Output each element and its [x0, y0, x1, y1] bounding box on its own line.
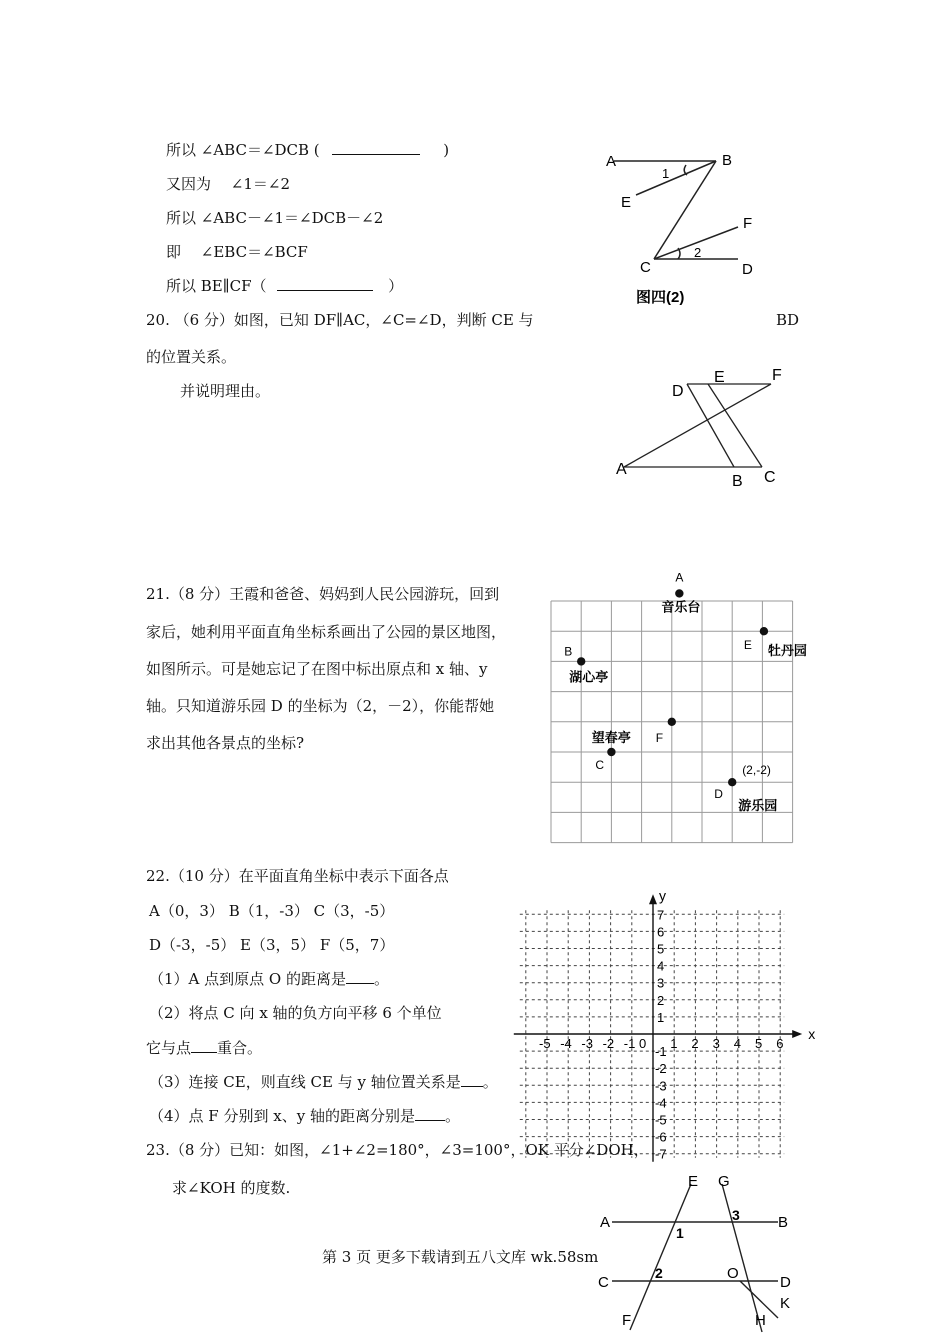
answer-blank[interactable]	[415, 1106, 445, 1121]
q22-line1: 22.（10 分）在平面直角坐标中表示下面各点	[146, 867, 449, 885]
x-tick-label: -3	[581, 1036, 593, 1051]
point-label: C	[598, 1274, 609, 1291]
point-label: K	[780, 1295, 791, 1312]
y-tick-label: 4	[657, 958, 665, 974]
origin-label: 0	[639, 1036, 647, 1051]
y-tick-label: 5	[657, 941, 665, 957]
spot-letter: B	[564, 644, 573, 659]
q19-figure	[598, 140, 768, 310]
spot-letter: A	[675, 570, 684, 585]
q22-line6: 它与点 重合。	[146, 1039, 263, 1057]
point-label: F	[743, 215, 753, 232]
y-tick-label: 3	[657, 975, 665, 991]
q22-line2: A（0，3） B（1，-3） C（3，-5）	[149, 902, 395, 920]
x-tick-label: 6	[776, 1036, 784, 1051]
point-label: C	[640, 259, 651, 276]
q21-line4: 轴。只知道游乐园 D 的坐标为（2，－2），你能帮她	[146, 697, 495, 715]
x-tick-label: 3	[712, 1036, 720, 1051]
point-label: D	[780, 1274, 791, 1291]
q21-line2: 家后，她利用平面直角坐标系画出了公园的景区地图，	[146, 623, 507, 641]
y-tick-label: -2	[655, 1061, 667, 1077]
q23-line2: 求∠KOH 的度数.	[172, 1179, 291, 1197]
q19-line1: 所以 ∠ABC＝∠DCB ( )	[166, 141, 450, 159]
y-tick-label: -6	[655, 1129, 667, 1145]
q22-line3: D（-3，-5） E（3，5） F（5，7）	[149, 936, 395, 954]
spot-marker	[760, 627, 768, 635]
spot-letter: C	[595, 758, 605, 772]
q19-line4: 即 ∠EBC＝∠BCF	[166, 243, 308, 261]
q20-line1-tail: BD	[776, 311, 800, 329]
point-label: B	[778, 1214, 789, 1231]
point-label: D	[672, 383, 684, 400]
point-label: F	[622, 1312, 632, 1329]
point-label: B	[722, 152, 733, 169]
coordinate-grid	[512, 887, 816, 1174]
q20-line3: 并说明理由。	[180, 382, 271, 400]
spot-marker	[607, 748, 615, 756]
y-tick-label: 1	[657, 1009, 665, 1025]
angle-label: 2	[694, 245, 702, 260]
q22-line5: （2）将点 C 向 x 轴的负方向平移 6 个单位	[149, 1004, 442, 1022]
coord-annotation: (2,-2)	[742, 763, 771, 778]
q21-line3: 如图所示。可是她忘记了在图中标出原点和 x 轴、y	[146, 660, 488, 678]
x-axis-label: x	[808, 1026, 816, 1042]
q19-line2: 又因为 ∠1＝∠2	[166, 175, 290, 193]
x-tick-label: -2	[602, 1036, 615, 1051]
spot-marker	[728, 778, 736, 786]
x-axis-arrow	[792, 1030, 802, 1038]
point-label: D	[742, 261, 753, 278]
spot-name: 湖心亭	[569, 669, 609, 685]
spot-marker	[668, 718, 676, 726]
x-tick-label: -1	[623, 1036, 636, 1051]
answer-blank[interactable]	[332, 140, 420, 155]
spot-name: 游乐园	[738, 798, 778, 814]
answer-blank[interactable]	[277, 276, 373, 291]
answer-blank[interactable]	[191, 1038, 217, 1053]
point-label: A	[600, 1214, 611, 1231]
point-label: E	[714, 369, 725, 386]
point-label: H	[755, 1312, 766, 1329]
y-tick-label: 2	[657, 992, 665, 1008]
q19-line5: 所以 BE∥CF（ ）	[166, 277, 404, 295]
y-tick-label: -3	[655, 1078, 667, 1094]
y-tick-label: 6	[657, 924, 665, 940]
y-tick-label: 7	[657, 907, 665, 923]
point-label: C	[764, 469, 776, 486]
spot-name: 望春亭	[591, 729, 631, 745]
spot-letter: E	[743, 638, 752, 653]
y-tick-label: -7	[655, 1146, 667, 1162]
q22-line7: （3）连接 CE，则直线 CE 与 y 轴位置关系是 。	[149, 1073, 498, 1091]
x-tick-label: 5	[755, 1036, 763, 1051]
angle-label: 2	[655, 1265, 663, 1281]
spot-letter: D	[714, 787, 723, 802]
spot-name: 牡丹园	[767, 643, 807, 659]
x-tick-label: -5	[539, 1036, 551, 1051]
answer-blank[interactable]	[346, 969, 374, 984]
answer-blank[interactable]	[461, 1072, 483, 1087]
point-label: A	[606, 153, 617, 170]
figure-caption: 图四(2)	[636, 289, 685, 306]
point-label: A	[616, 461, 627, 478]
q19-line3: 所以 ∠ABC－∠1＝∠DCB－∠2	[166, 209, 384, 227]
spot-marker	[577, 657, 585, 665]
angle-label: 3	[732, 1207, 740, 1223]
q22-line4: （1）A 点到原点 O 的距离是 。	[149, 970, 389, 988]
x-tick-label: 1	[670, 1036, 678, 1051]
q20-line1: 20. （6 分）如图，已知 DF∥AC，∠C=∠D，判断 CE 与	[146, 311, 534, 329]
q20-line2: 的位置关系。	[146, 348, 237, 366]
point-label: F	[772, 367, 782, 384]
spot-marker	[675, 589, 683, 597]
point-label: E	[688, 1173, 699, 1190]
spot-name: 音乐台	[661, 599, 701, 615]
y-tick-label: -4	[655, 1095, 667, 1111]
q21-line5: 求出其他各景点的坐标?	[146, 734, 305, 752]
q21-line1: 21.（8 分）王霞和爸爸、妈妈到人民公园游玩，回到	[146, 585, 500, 603]
y-tick-label: -5	[655, 1112, 667, 1128]
q23-line1: 23.（8 分）已知：如图，∠1+∠2=180°，∠3=100°，OK 平分∠DOH，	[146, 1141, 649, 1159]
angle-label: 1	[676, 1225, 684, 1241]
x-tick-label: -4	[560, 1036, 572, 1051]
q23-figure	[590, 1170, 810, 1344]
tick-labels	[539, 887, 815, 1161]
page-footer: 第 3 页 更多下载请到五八文库 wk.58sm	[322, 1248, 599, 1266]
y-axis-arrow	[649, 894, 657, 904]
angle-label: 1	[662, 166, 670, 181]
point-label: O	[727, 1265, 739, 1282]
x-tick-label: 4	[733, 1036, 742, 1051]
q22-line8: （4）点 F 分别到 x、y 轴的距离分别是 。	[149, 1107, 460, 1125]
q20-figure	[610, 362, 800, 492]
y-tick-label: -1	[655, 1044, 667, 1060]
y-axis-label: y	[659, 887, 666, 904]
park-map	[548, 570, 807, 846]
point-label: E	[621, 194, 632, 211]
x-tick-label: 2	[691, 1036, 699, 1051]
spot-letter: F	[655, 730, 664, 745]
point-label: B	[732, 473, 743, 490]
point-label: G	[718, 1173, 730, 1190]
